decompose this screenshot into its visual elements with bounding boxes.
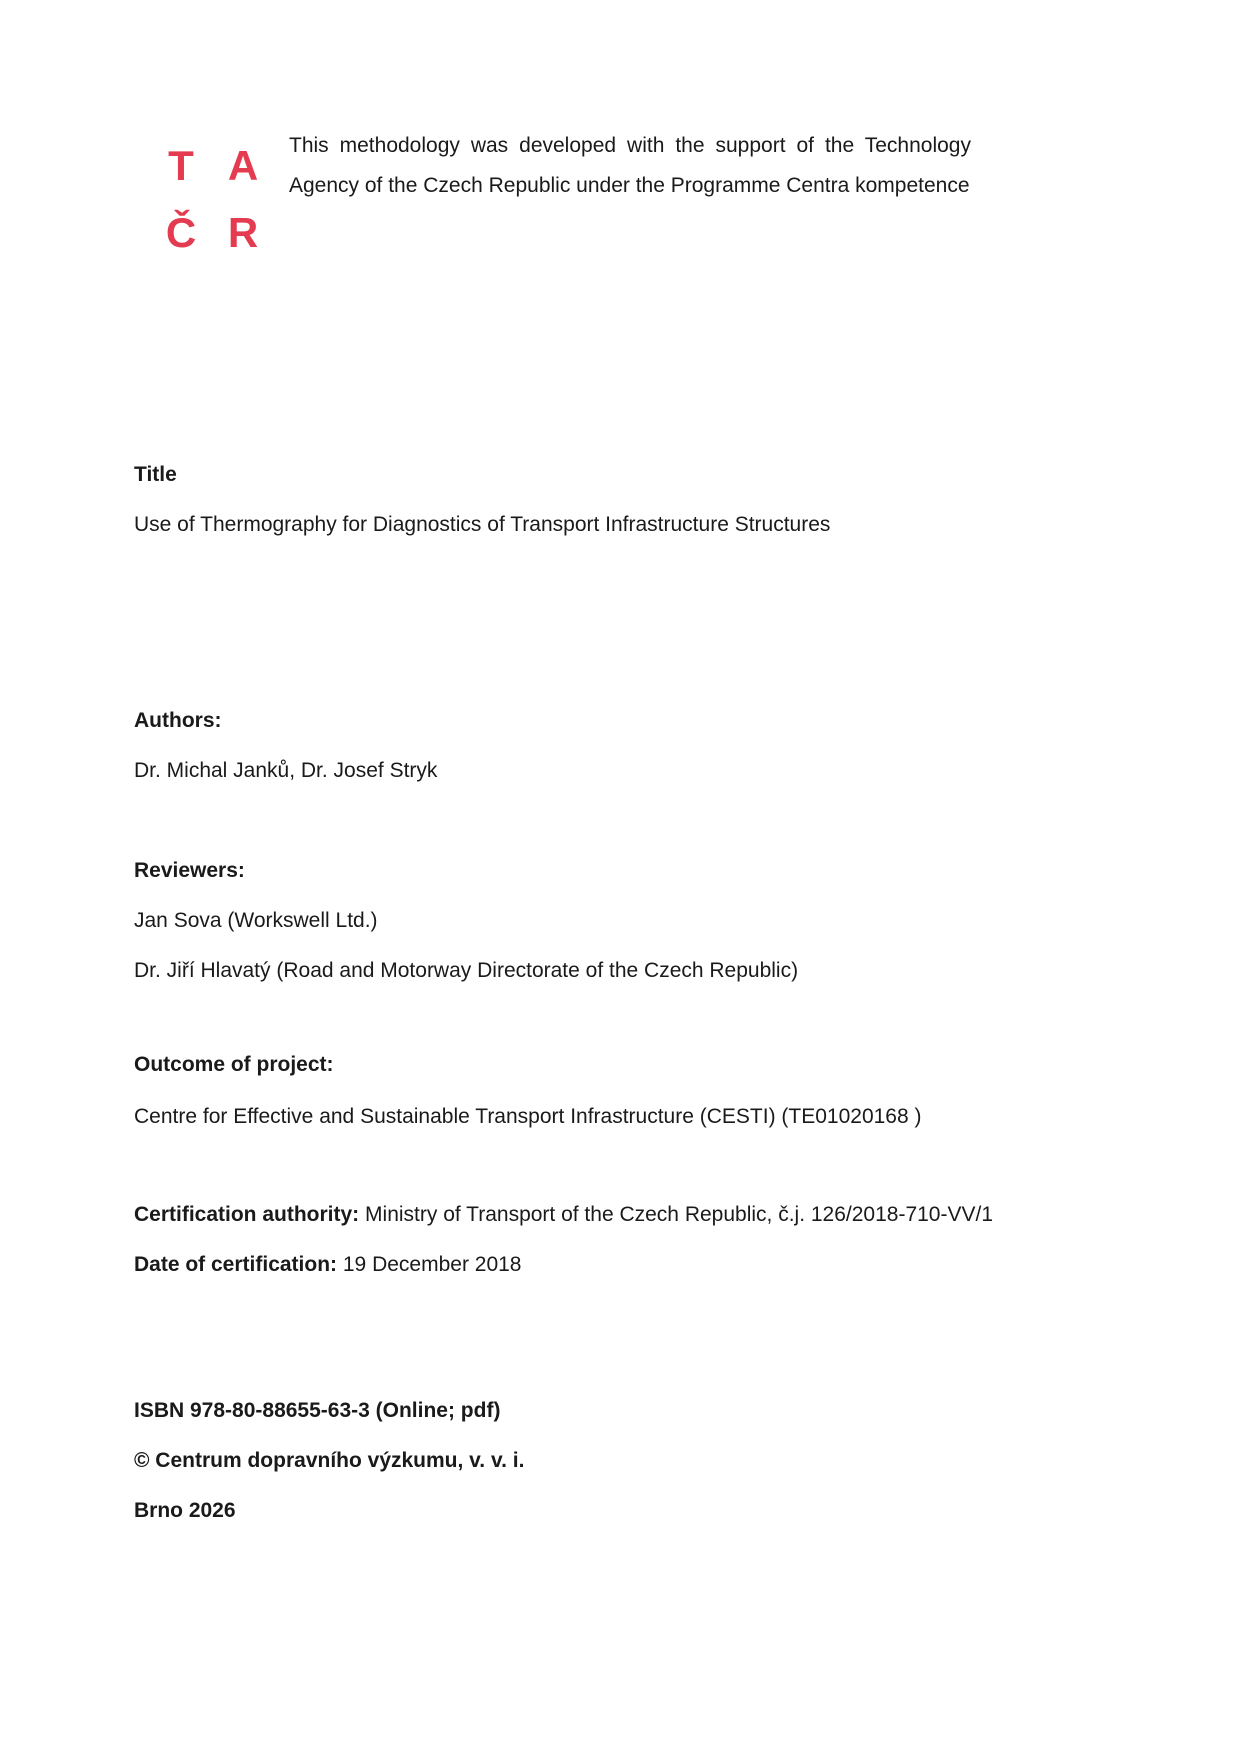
logo-letter-t: T [168,141,194,189]
funding-note-line-1: This methodology was developed with the support of the Technology [289,134,971,157]
isbn-line: ISBN 978-80-88655-63-3 (Online; pdf) [134,1399,501,1422]
reviewer-2: Dr. Jiří Hlavatý (Road and Motorway Directorate of the Czech Republic) [134,959,799,982]
logo-letter-c: Č [165,208,197,256]
certification-date-value: 19 December 2018 [342,1253,522,1276]
title-label: Title [134,463,177,486]
certification-authority-label: Certification authority: [134,1203,360,1226]
funding-note [289,126,971,206]
reviewers-label: Reviewers: [134,859,245,882]
place-year-line: Brno 2026 [134,1499,236,1522]
funding-note-line-2: Agency of the Czech Republic under the Programme Centra kompetence [289,174,970,197]
outcome-value: Centre for Effective and Sustainable Transport Infrastructure (CESTI) (TE01020168 ) [134,1105,922,1128]
certification-authority-line [134,1200,993,1230]
reviewer-1: Jan Sova (Workswell Ltd.) [134,909,378,932]
logo-letter-r: R [227,208,259,256]
certification-authority-value: Ministry of Transport of the Czech Republic, č.j. 126/2018-710-VV/1 [365,1203,994,1226]
certification-date-line [134,1250,522,1280]
tacr-logo [150,132,274,266]
copyright-line: © Centrum dopravního výzkumu, v. v. i. [134,1449,525,1472]
authors-label: Authors: [134,709,222,732]
title-value: Use of Thermography for Diagnostics of Transport Infrastructure Structures [134,513,831,536]
outcome-label: Outcome of project: [134,1053,334,1076]
logo-letter-a: A [227,141,259,189]
certification-date-label: Date of certification: [134,1253,338,1276]
authors-value: Dr. Michal Janků, Dr. Josef Stryk [134,759,438,782]
